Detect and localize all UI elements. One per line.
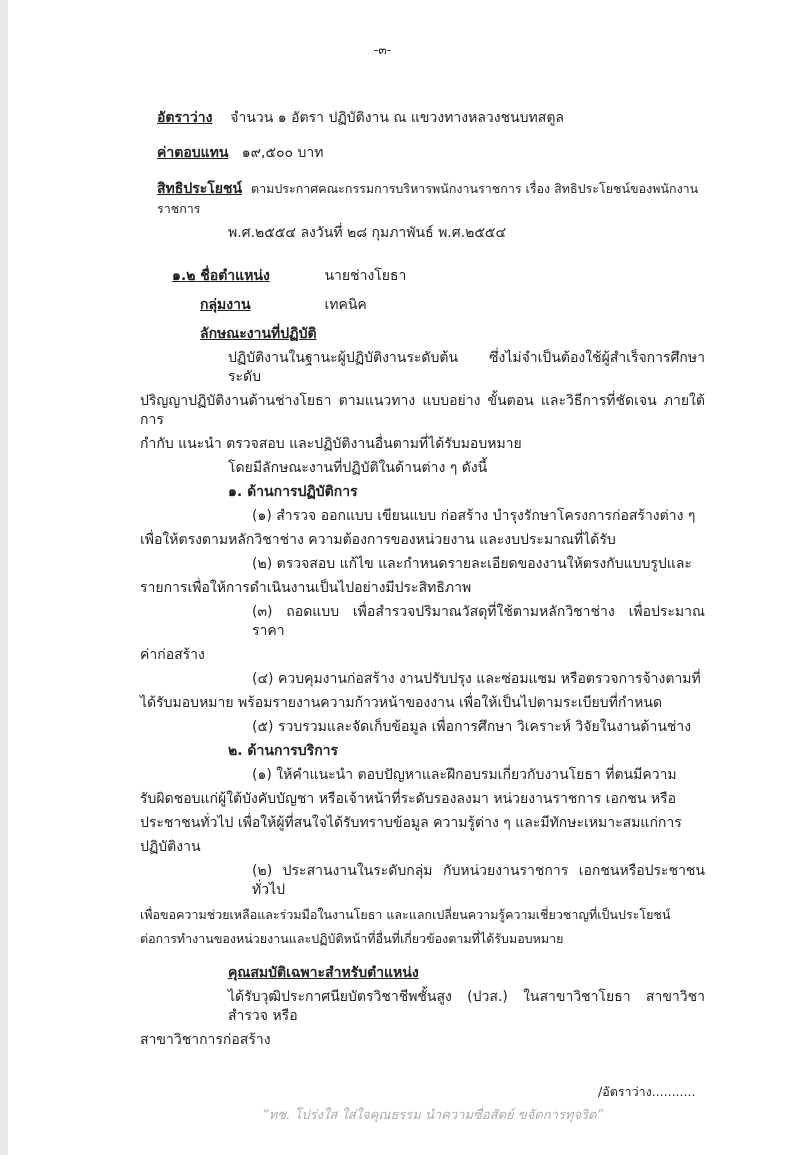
salary-row — [140, 144, 705, 163]
section2-line: ต่อการทำงานของหน่วยงานและปฏิบัติหน้าที่อื่นที่เกี่ยวข้องตามที่ได้รับมอบหมาย — [140, 931, 564, 946]
qualification-line: ได้รับวุฒิประกาศนียบัตรวิชาชีพชั้นสูง (ปวส.) ในสาขาวิชาโยธา สาขาวิชาสำรวจ หรือ — [228, 989, 705, 1024]
section2-line: เพื่อขอความช่วยเหลือและร่วมมือในงานโยธา และแลกเปลี่ยนความรู้ความเชี่ยวชาญที่เป็นประโยชน์ — [140, 907, 671, 922]
section1-line: รายการเพื่อให้การดำเนินงานเป็นไปอย่างมีประสิทธิภาพ — [140, 580, 472, 596]
continued-marker: /อัตราว่าง........... — [598, 1084, 696, 1099]
intro-line: กำกับ แนะนำ ตรวจสอบ และปฏิบัติงานอื่นตามที่ได้รับมอบหมาย — [140, 436, 522, 452]
section1-line: (๓) ถอดแบบ เพื่อสำรวจปริมาณวัสดุที่ใช้ตามหลักวิชาช่าง เพื่อประมาณราคา — [252, 604, 705, 639]
section1-title: ๑. ด้านการปฏิบัติการ — [228, 484, 358, 500]
vacancy-value: จำนวน ๑ อัตรา ปฏิบัติงาน ณ แขวงทางหลวงชนบทสตูล — [230, 110, 564, 126]
benefits-label: สิทธิประโยชน์ — [157, 181, 243, 197]
intro-line: ปริญญาปฏิบัติงานด้านช่างโยธา ตามแนวทาง แบบอย่าง ขั้นตอน และวิธีการที่ชัดเจน ภายใต้การ — [140, 393, 705, 428]
section1-line: (๔) ควบคุมงานก่อสร้าง งานปรับปรุง และซ่อมแซม หรือตรวจการจ้างตามที่ — [252, 671, 701, 687]
section2-line: ประชาชนทั่วไป เพื่อให้ผู้ที่สนใจได้รับทราบข้อมูล ความรู้ต่าง ๆ และมีทักษะเหมาะสมแก่การ — [140, 815, 682, 831]
vacancy-row — [140, 109, 705, 128]
benefits-row — [140, 179, 705, 219]
section1-line: ค่าก่อสร้าง — [140, 647, 205, 663]
section2-line: ปฏิบัติงาน — [140, 839, 201, 855]
section1-line: (๕) รวบรวมและจัดเก็บข้อมูล เพื่อการศึกษา วิเคราะห์ วิจัยในงานด้านช่าง — [252, 719, 692, 735]
section1-line: ได้รับมอบหมาย พร้อมรายงานความก้าวหน้าของงาน เพื่อให้เป็นไปตามระเบียบที่กำหนด — [140, 695, 663, 711]
section1-line: เพื่อให้ตรงตามหลักวิชาช่าง ความต้องการของหน่วยงาน และงบประมาณที่ได้รับ — [140, 532, 616, 548]
group-row — [140, 296, 705, 315]
page-number: -๓- — [373, 42, 392, 57]
section2-title: ๒. ด้านการบริการ — [228, 743, 339, 759]
position-value: นายช่างโยธา — [324, 268, 407, 284]
motto: “ทช. โปร่งใส ใส่ใจคุณธรรม นำความซื่อสัตย์ ขจัดการทุจริต” — [262, 1108, 604, 1123]
qualification-heading: คุณสมบัติเฉพาะสำหรับตำแหน่ง — [228, 965, 419, 981]
position-label: ๑.๒ ชื่อตำแหน่ง — [172, 268, 270, 284]
vacancy-label: อัตราว่าง — [157, 110, 213, 126]
position-row — [140, 267, 705, 286]
section2-line: รับผิดชอบแก่ผู้ใต้บังคับบัญชา หรือเจ้าหน้าที่ระดับรองลงมา หน่วยงานราชการ เอกชน หรือ — [140, 791, 677, 807]
benefits-line2: พ.ศ.๒๕๕๔ ลงวันที่ ๒๘ กุมภาพันธ์ พ.ศ.๒๕๕๔ — [228, 225, 507, 241]
section2-line: (๒) ประสานงานในระดับกลุ่ม กับหน่วยงานราชการ เอกชนหรือประชาชนทั่วไป — [252, 863, 705, 898]
section1-line: (๑) สำรวจ ออกแบบ เขียนแบบ ก่อสร้าง บำรุงรักษาโครงการก่อสร้างต่าง ๆ — [252, 508, 696, 524]
qualification-line: สาขาวิชาการก่อสร้าง — [140, 1032, 271, 1048]
intro-line: ปฏิบัติงานในฐานะผู้ปฏิบัติงานระดับต้น ซึ่งไม่จำเป็นต้องใช้ผู้สำเร็จการศึกษาระดับ — [228, 350, 705, 385]
group-value: เทคนิค — [324, 297, 367, 313]
salary-label: ค่าตอบแทน — [157, 145, 229, 161]
section1-line: (๒) ตรวจสอบ แก้ไข และกำหนดรายละเอียดของงานให้ตรงกับแบบรูปและ — [252, 556, 692, 572]
salary-value: ๑๙,๕๐๐ บาท — [241, 145, 324, 161]
section2-line: (๑) ให้คำแนะนำ ตอบปัญหาและฝึกอบรมเกี่ยวกับงานโยธา ที่ตนมีความ — [252, 767, 677, 783]
intro-line: โดยมีลักษณะงานที่ปฏิบัติในด้านต่าง ๆ ดังนี้ — [228, 460, 488, 476]
group-label: กลุ่มงาน — [200, 297, 251, 313]
benefits-line1: ตามประกาศคณะกรรมการบริหารพนักงานราชการ เรื่อง สิทธิประโยชน์ของพนักงานราชการ — [157, 181, 699, 216]
duties-heading: ลักษณะงานที่ปฏิบัติ — [200, 326, 317, 342]
